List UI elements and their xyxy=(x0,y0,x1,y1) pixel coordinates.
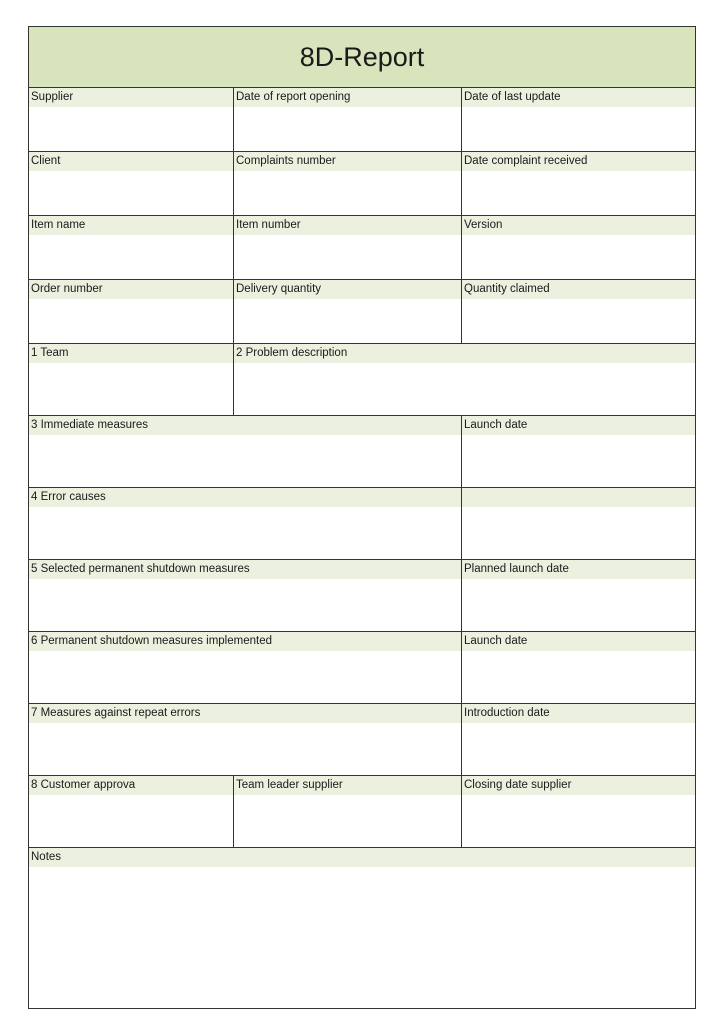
row-repeat-errors xyxy=(29,704,695,776)
problem-description-field[interactable] xyxy=(234,344,695,415)
item-number-field[interactable] xyxy=(234,216,462,279)
customer-approval-field[interactable] xyxy=(29,776,234,847)
date-last-update-input-area[interactable] xyxy=(462,107,695,151)
team-input-area[interactable] xyxy=(29,363,233,415)
launch-date-2-input-area[interactable] xyxy=(462,651,695,703)
closing-date-supplier-label: Closing date supplier xyxy=(462,776,695,795)
row-order xyxy=(29,280,695,344)
customer-approval-label: 8 Customer approva xyxy=(29,776,233,795)
planned-launch-date-input-area[interactable] xyxy=(462,579,695,631)
row-error-causes xyxy=(29,488,695,560)
date-report-opening-label: Date of report opening xyxy=(234,88,461,107)
version-field[interactable] xyxy=(462,216,695,279)
error-causes-field[interactable] xyxy=(29,488,462,559)
order-number-label: Order number xyxy=(29,280,233,299)
introduction-date-label: Introduction date xyxy=(462,704,695,723)
date-complaint-received-label: Date complaint received xyxy=(462,152,695,171)
version-input-area[interactable] xyxy=(462,235,695,279)
quantity-claimed-label: Quantity claimed xyxy=(462,280,695,299)
error-causes-input-area[interactable] xyxy=(29,507,461,559)
item-name-input-area[interactable] xyxy=(29,235,233,279)
launch-date-label: Launch date xyxy=(462,416,695,435)
team-field[interactable] xyxy=(29,344,234,415)
order-number-input-area[interactable] xyxy=(29,299,233,343)
team-leader-supplier-input-area[interactable] xyxy=(234,795,461,847)
selected-measures-field[interactable] xyxy=(29,560,462,631)
client-label: Client xyxy=(29,152,233,171)
error-causes-extra-field[interactable] xyxy=(462,488,695,559)
row-supplier xyxy=(29,88,695,152)
date-complaint-received-input-area[interactable] xyxy=(462,171,695,215)
row-measures-implemented xyxy=(29,632,695,704)
closing-date-supplier-field[interactable] xyxy=(462,776,695,847)
item-name-field[interactable] xyxy=(29,216,234,279)
complaints-number-input-area[interactable] xyxy=(234,171,461,215)
repeat-errors-input-area[interactable] xyxy=(29,723,461,775)
client-field[interactable] xyxy=(29,152,234,215)
notes-label: Notes xyxy=(29,848,695,867)
complaints-number-label: Complaints number xyxy=(234,152,461,171)
error-causes-label: 4 Error causes xyxy=(29,488,461,507)
row-client xyxy=(29,152,695,216)
delivery-quantity-field[interactable] xyxy=(234,280,462,343)
notes-input-area[interactable] xyxy=(29,867,695,1008)
quantity-claimed-field[interactable] xyxy=(462,280,695,343)
planned-launch-date-field[interactable] xyxy=(462,560,695,631)
quantity-claimed-input-area[interactable] xyxy=(462,299,695,343)
client-input-area[interactable] xyxy=(29,171,233,215)
report-title: 8D-Report xyxy=(299,41,425,72)
version-label: Version xyxy=(462,216,695,235)
report-form xyxy=(28,26,696,1009)
introduction-date-input-area[interactable] xyxy=(462,723,695,775)
problem-description-label: 2 Problem description xyxy=(234,344,695,363)
item-name-label: Item name xyxy=(29,216,233,235)
title-bar xyxy=(29,27,695,88)
selected-measures-input-area[interactable] xyxy=(29,579,461,631)
item-number-input-area[interactable] xyxy=(234,235,461,279)
error-causes-extra-input-area[interactable] xyxy=(462,507,695,559)
row-immediate-measures xyxy=(29,416,695,488)
measures-implemented-label: 6 Permanent shutdown measures implemented xyxy=(29,632,461,651)
delivery-quantity-input-area[interactable] xyxy=(234,299,461,343)
date-last-update-field[interactable] xyxy=(462,88,695,151)
delivery-quantity-label: Delivery quantity xyxy=(234,280,461,299)
date-complaint-received-field[interactable] xyxy=(462,152,695,215)
supplier-field[interactable] xyxy=(29,88,234,151)
launch-date-input-area[interactable] xyxy=(462,435,695,487)
order-number-field[interactable] xyxy=(29,280,234,343)
introduction-date-field[interactable] xyxy=(462,704,695,775)
row-item xyxy=(29,216,695,280)
repeat-errors-label: 7 Measures against repeat errors xyxy=(29,704,461,723)
item-number-label: Item number xyxy=(234,216,461,235)
row-notes xyxy=(29,848,695,1008)
team-leader-supplier-field[interactable] xyxy=(234,776,462,847)
row-approval xyxy=(29,776,695,848)
selected-measures-label: 5 Selected permanent shutdown measures xyxy=(29,560,461,579)
planned-launch-date-label: Planned launch date xyxy=(462,560,695,579)
team-label: 1 Team xyxy=(29,344,233,363)
customer-approval-input-area[interactable] xyxy=(29,795,233,847)
date-last-update-label: Date of last update xyxy=(462,88,695,107)
launch-date-2-label: Launch date xyxy=(462,632,695,651)
closing-date-supplier-input-area[interactable] xyxy=(462,795,695,847)
immediate-measures-field[interactable] xyxy=(29,416,462,487)
launch-date-field[interactable] xyxy=(462,416,695,487)
team-leader-supplier-label: Team leader supplier xyxy=(234,776,461,795)
supplier-label: Supplier xyxy=(29,88,233,107)
complaints-number-field[interactable] xyxy=(234,152,462,215)
supplier-input-area[interactable] xyxy=(29,107,233,151)
measures-implemented-input-area[interactable] xyxy=(29,651,461,703)
date-report-opening-input-area[interactable] xyxy=(234,107,461,151)
row-selected-measures xyxy=(29,560,695,632)
problem-description-input-area[interactable] xyxy=(234,363,695,415)
row-team-problem xyxy=(29,344,695,416)
date-report-opening-field[interactable] xyxy=(234,88,462,151)
repeat-errors-field[interactable] xyxy=(29,704,462,775)
immediate-measures-input-area[interactable] xyxy=(29,435,461,487)
notes-field[interactable] xyxy=(29,848,695,1008)
error-causes-extra-label xyxy=(462,488,695,507)
immediate-measures-label: 3 Immediate measures xyxy=(29,416,461,435)
launch-date-2-field[interactable] xyxy=(462,632,695,703)
measures-implemented-field[interactable] xyxy=(29,632,462,703)
